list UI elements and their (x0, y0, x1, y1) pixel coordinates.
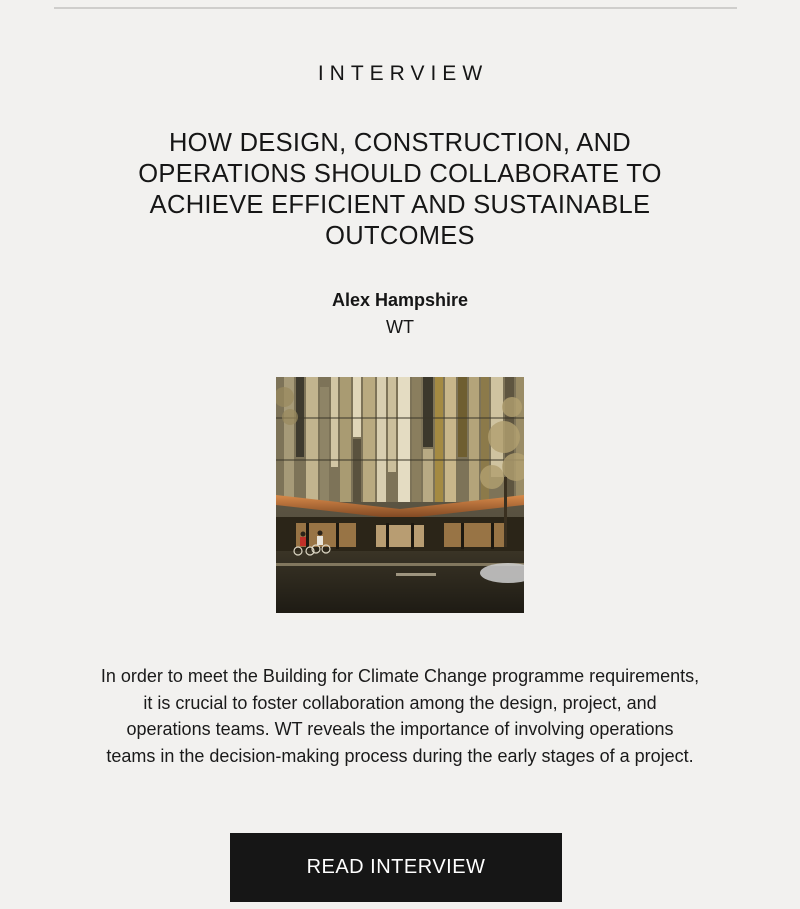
section-eyebrow: INTERVIEW (317, 62, 489, 85)
author-name: Alex Hampshire (331, 290, 469, 310)
article-summary: In order to meet the Building for Climate Change programme requirements, it is crucial to foster collaboration among the design, project, and operations teams. WT reveals the importance of involving operations teams in the decision-making process during the early stages of a project. (100, 666, 700, 766)
article-headline: HOW DESIGN, CONSTRUCTION, AND OPERATIONS SHOULD COLLABORATE TO ACHIEVE EFFICIENT AND SUSTAINABLE OUTCOMES (138, 129, 662, 250)
building-photo[interactable] (276, 377, 524, 613)
author-organization: WT (386, 317, 414, 337)
top-divider (54, 7, 737, 9)
read-interview-button[interactable]: READ INTERVIEW (230, 833, 562, 902)
